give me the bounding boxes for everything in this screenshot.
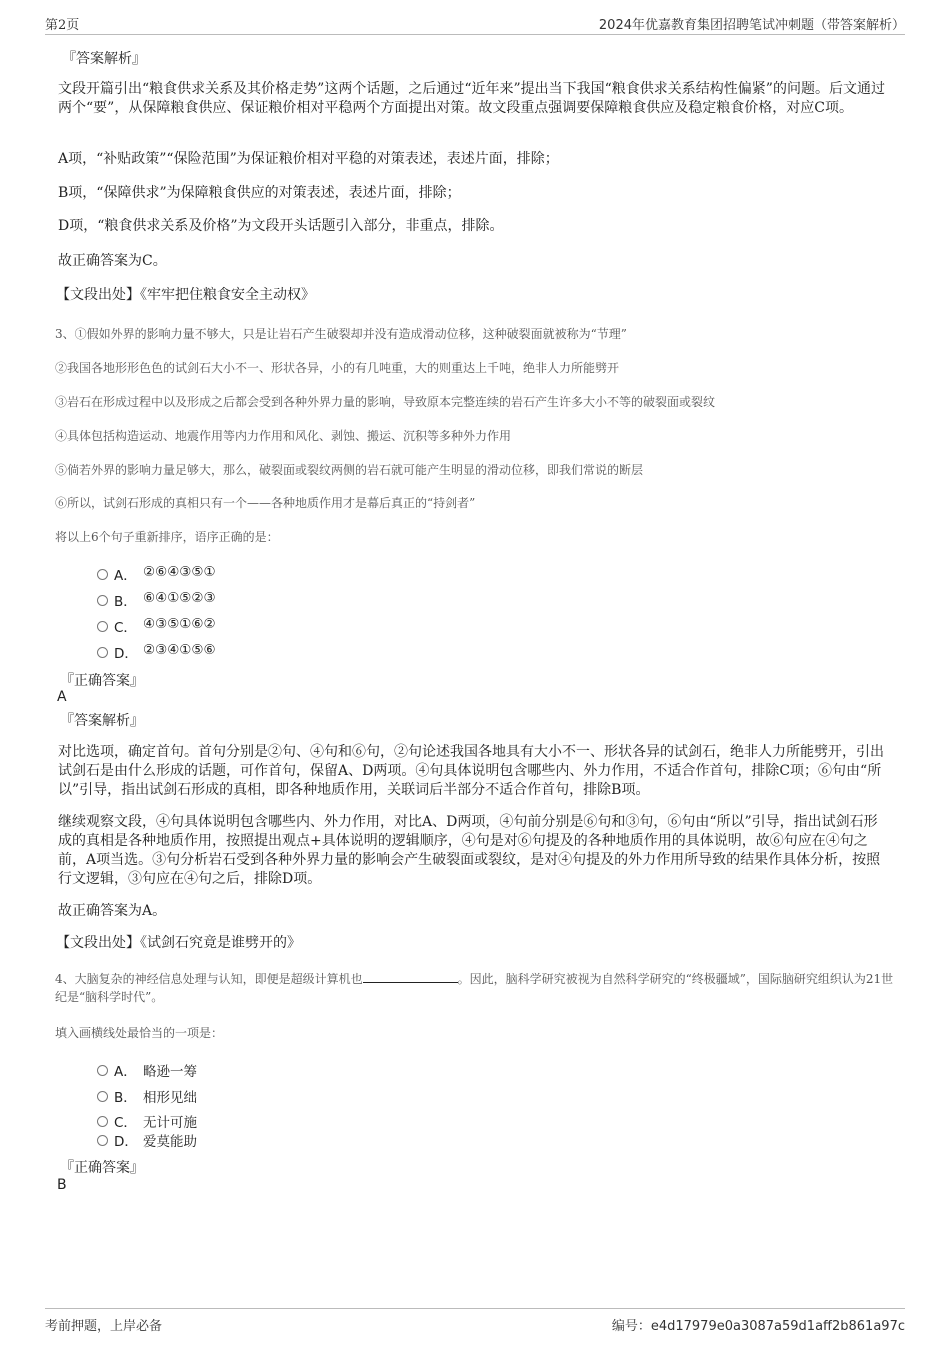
analysis-conclusion: 故正确答案为C。 xyxy=(58,253,167,269)
question-prompt: 填入画横线处最恰当的一项是： xyxy=(55,1026,224,1040)
radio-icon[interactable] xyxy=(97,595,108,606)
radio-icon[interactable] xyxy=(97,1116,108,1127)
analysis-conclusion: 故正确答案为A。 xyxy=(58,903,167,919)
page-header xyxy=(45,12,905,35)
analysis-paragraph: 对比选项，确定首句。首句分别是②句、④句和⑥句，②句论述我国各地具有大小不一、形状各异的试剑石，绝非人力所能劈开，引出试剑石是由什么形成的话题，可作首句，保留A、D两项。④句具体说明包含哪些内、外力作用，不适合作首句，排除C项；⑥句由“所以”引导，指出试剑石形成的真相，即各种地质作用，关联词后半部分不适合作首句，排除B项。 xyxy=(58,744,884,798)
radio-icon[interactable] xyxy=(97,1135,108,1146)
radio-icon[interactable] xyxy=(97,621,108,632)
question-sentence: ⑤倘若外界的影响力量足够大，那么，破裂面或裂纹两侧的岩石就可能产生明显的滑动位移，即我们常说的断层 xyxy=(55,463,644,477)
radio-icon[interactable] xyxy=(97,1091,108,1102)
question-sentence: ⑥所以，试剑石形成的真相只有一个——各种地质作用才是幕后真正的“持剑者” xyxy=(55,496,476,510)
question-prompt: 将以上6个句子重新排序，语序正确的是： xyxy=(55,530,279,544)
passage-source: 【文段出处】《试剑石究竟是谁劈开的》 xyxy=(56,935,301,951)
footer-slogan: 考前押题，上岸必备 xyxy=(45,1319,163,1334)
document-code: 编号：e4d17979e0a3087a59d1aff2b861a97c xyxy=(611,1319,905,1334)
correct-answer-label: 『正确答案』 xyxy=(60,673,144,689)
option-d[interactable]: D． ②③④①⑤⑥ xyxy=(97,642,397,662)
page-number: 第2页 xyxy=(45,18,80,33)
option-c[interactable]: C． ④③⑤①⑥② xyxy=(97,616,397,636)
option-c[interactable]: C． 无计可施 xyxy=(97,1111,397,1131)
analysis-label: 『答案解析』 xyxy=(62,51,146,67)
analysis-paragraph: A项，“补贴政策”“保险范围”为保证粮价相对平稳的对策表述，表述片面，排除； xyxy=(58,151,559,167)
correct-answer: A xyxy=(57,689,67,705)
analysis-label: 『答案解析』 xyxy=(60,713,144,729)
page-footer xyxy=(45,1308,905,1335)
analysis-paragraph: D项，“粮食供求关系及价格”为文段开头话题引入部分，非重点，排除。 xyxy=(58,218,504,234)
radio-icon[interactable] xyxy=(97,1065,108,1076)
option-b[interactable]: B． 相形见绌 xyxy=(97,1086,397,1106)
question-sentence: ③岩石在形成过程中以及形成之后都会受到各种外界力量的影响，导致原本完整连续的岩石产生许多大小不等的破裂面或裂纹 xyxy=(55,395,716,409)
radio-icon[interactable] xyxy=(97,569,108,580)
question-sentence: 3、①假如外界的影响力量不够大，只是让岩石产生破裂却并没有造成滑动位移，这种破裂面就被称为“节理” xyxy=(55,327,627,341)
fill-blank xyxy=(363,970,458,983)
document-title: 2024年优嘉教育集团招聘笔试冲刺题（带答案解析） xyxy=(598,18,905,33)
question-sentence: ②我国各地形形色色的试剑石大小不一、形状各异，小的有几吨重，大的则重达上千吨，绝非人力所能劈开 xyxy=(55,361,620,375)
option-a[interactable]: A． 略逊一筹 xyxy=(97,1060,397,1080)
question-stem: 4、大脑复杂的神经信息处理与认知，即便是超级计算机也 。因此，脑科学研究被视为自然科学研究的“终极疆域”，国际脑研究组织认为21世纪是“脑科学时代”。 xyxy=(55,972,894,1004)
analysis-paragraph: 文段开篇引出“粮食供求关系及其价格走势”这两个话题，之后通过“近年来”提出当下我国“粮食供求关系结构性偏紧”的问题。后文通过两个“要”，从保障粮食供应、保证粮价相对平稳两个方面提出对策。故文段重点强调要保障粮食供应及稳定粮食价格，对应C项。 xyxy=(58,81,885,116)
analysis-paragraph: B项，“保障供求”为保障粮食供应的对策表述，表述片面，排除； xyxy=(58,185,461,201)
correct-answer-label: 『正确答案』 xyxy=(60,1160,144,1176)
option-b[interactable]: B． ⑥④①⑤②③ xyxy=(97,590,397,610)
question-sentence: ④具体包括构造运动、地震作用等内力作用和风化、剥蚀、搬运、沉积等多种外力作用 xyxy=(55,429,512,443)
option-a[interactable]: A． ②⑥④③⑤① xyxy=(97,564,397,584)
correct-answer: B xyxy=(57,1177,67,1193)
analysis-paragraph: 继续观察文段，④句具体说明包含哪些内、外力作用，对比A、D两项，④句前分别是⑥句和③句，⑥句由“所以”引导，指出试剑石形成的真相是各种地质作用，按照提出观点+具体说明的逻辑顺序，④句是对⑥句提及的各种地质作用的具体说明，故⑥句应在④句之前，A项当选。③句分析岩石受到各种外界力量的影响会产生破裂面或裂纹，是对④句提及的外力作用所导致的结果作具体分析，按照行文逻辑，③句应在④句之后，排除D项。 xyxy=(58,814,881,887)
passage-source: 【文段出处】《牢牢把住粮食安全主动权》 xyxy=(56,287,315,303)
radio-icon[interactable] xyxy=(97,647,108,658)
option-d[interactable]: D． 爱莫能助 xyxy=(97,1130,397,1150)
